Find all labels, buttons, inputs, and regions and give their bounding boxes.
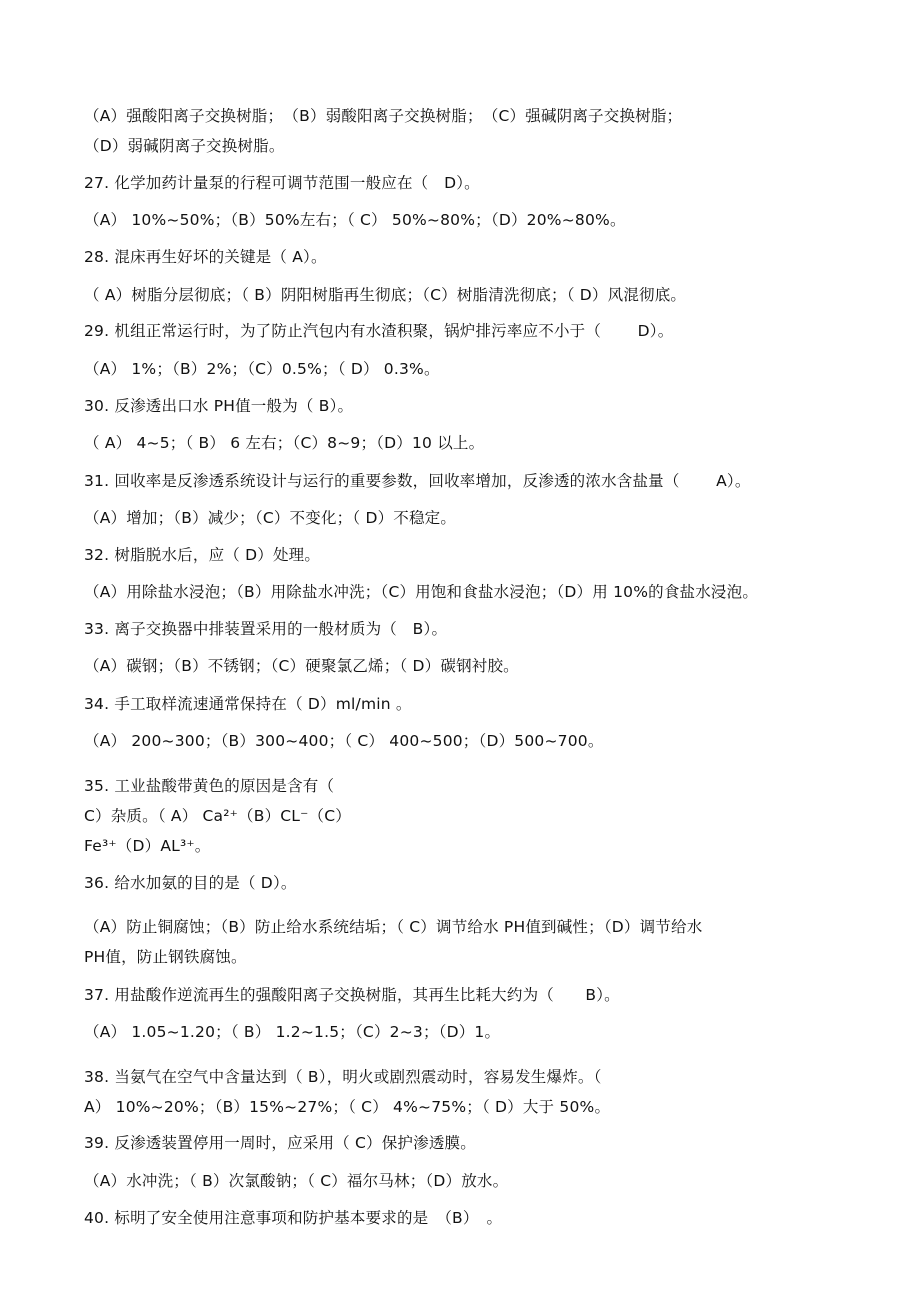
question-39: 39. 反渗透装置停用一周时，应采用（ C）保护渗透膜。 (84, 1134, 476, 1152)
question-27: 27. 化学加药计量泵的行程可调节范围一般应在（ D）。 (84, 174, 480, 192)
options-31: （A）增加；（B）减少；（C）不变化；（ D）不稳定。 (84, 509, 457, 527)
options-38: A） 10%~20%；（B）15%~27%；（ C） 4%~75%；（ D）大于 50%。 (84, 1098, 611, 1116)
question-33: 33. 离子交换器中排装置采用的一般材质为（ B）。 (84, 620, 448, 638)
option-line-q26-a-c: （A）强酸阳离子交换树脂； （B）弱酸阳离子交换树脂； （C）强碱阴离子交换树脂； (84, 107, 683, 125)
question-36: 36. 给水加氨的目的是（ D）。 (84, 874, 297, 892)
option-line-q26-d: （D）弱碱阴离子交换树脂。 (84, 137, 285, 155)
options-34: （A） 200~300；（B）300~400；（ C） 400~500；（D）500~700。 (84, 732, 604, 750)
question-31: 31. 回收率是反渗透系统设计与运行的重要参数，回收率增加，反渗透的浓水含盐量（ A）。 (84, 472, 751, 490)
question-38: 38. 当氨气在空气中含量达到（ B），明火或剧烈震动时，容易发生爆炸。（ (84, 1068, 602, 1086)
options-28: （ A）树脂分层彻底；（ B）阴阳树脂再生彻底；（C）树脂清洗彻底；（ D）风混彻底。 (84, 286, 687, 304)
question-40: 40. 标明了安全使用注意事项和防护基本要求的是 （B） 。 (84, 1209, 503, 1227)
question-29: 29. 机组正常运行时，为了防止汽包内有水渣积聚，锅炉排污率应不小于（ D）。 (84, 322, 674, 340)
question-35-line-2: C）杂质。（ A） Ca²⁺（B）CL⁻（C） (84, 807, 351, 825)
options-32: （A）用除盐水浸泡；（B）用除盐水冲洗；（C）用饱和食盐水浸泡；（D）用 10%的食盐水浸泡。 (84, 583, 759, 601)
question-30: 30. 反渗透出口水 PH值一般为（ B）。 (84, 397, 354, 415)
question-34: 34. 手工取样流速通常保持在（ D）ml/min 。 (84, 695, 412, 713)
options-39: （A）水冲洗；（ B）次氯酸钠；（ C）福尔马林；（D）放水。 (84, 1172, 509, 1190)
options-36-line-2: PH值，防止钢铁腐蚀。 (84, 948, 247, 966)
question-35-line-3: Fe³⁺（D）AL³⁺。 (84, 837, 211, 855)
options-36: （A）防止铜腐蚀；（B）防止给水系统结垢；（ C）调节给水 PH值到碱性；（D）调节给水 (84, 918, 703, 936)
question-37: 37. 用盐酸作逆流再生的强酸阳离子交换树脂，其再生比耗大约为（ B）。 (84, 986, 620, 1004)
options-27: （A） 10%~50%；（B）50%左右；（ C） 50%~80%；（D）20%~80%。 (84, 211, 626, 229)
question-28: 28. 混床再生好坏的关键是（ A）。 (84, 248, 327, 266)
question-35: 35. 工业盐酸带黄色的原因是含有（ (84, 777, 335, 795)
options-37: （A） 1.05~1.20；（ B） 1.2~1.5；（C）2~3；（D）1。 (84, 1023, 501, 1041)
options-33: （A）碳钢；（B）不锈钢；（C）硬聚氯乙烯；（ D）碳钢衬胶。 (84, 657, 519, 675)
question-32: 32. 树脂脱水后，应（ D）处理。 (84, 546, 321, 564)
options-29: （A） 1%；（B）2%；（C）0.5%；（ D） 0.3%。 (84, 360, 440, 378)
options-30: （ A） 4~5；（ B） 6 左右；（C）8~9；（D）10 以上。 (84, 434, 485, 452)
